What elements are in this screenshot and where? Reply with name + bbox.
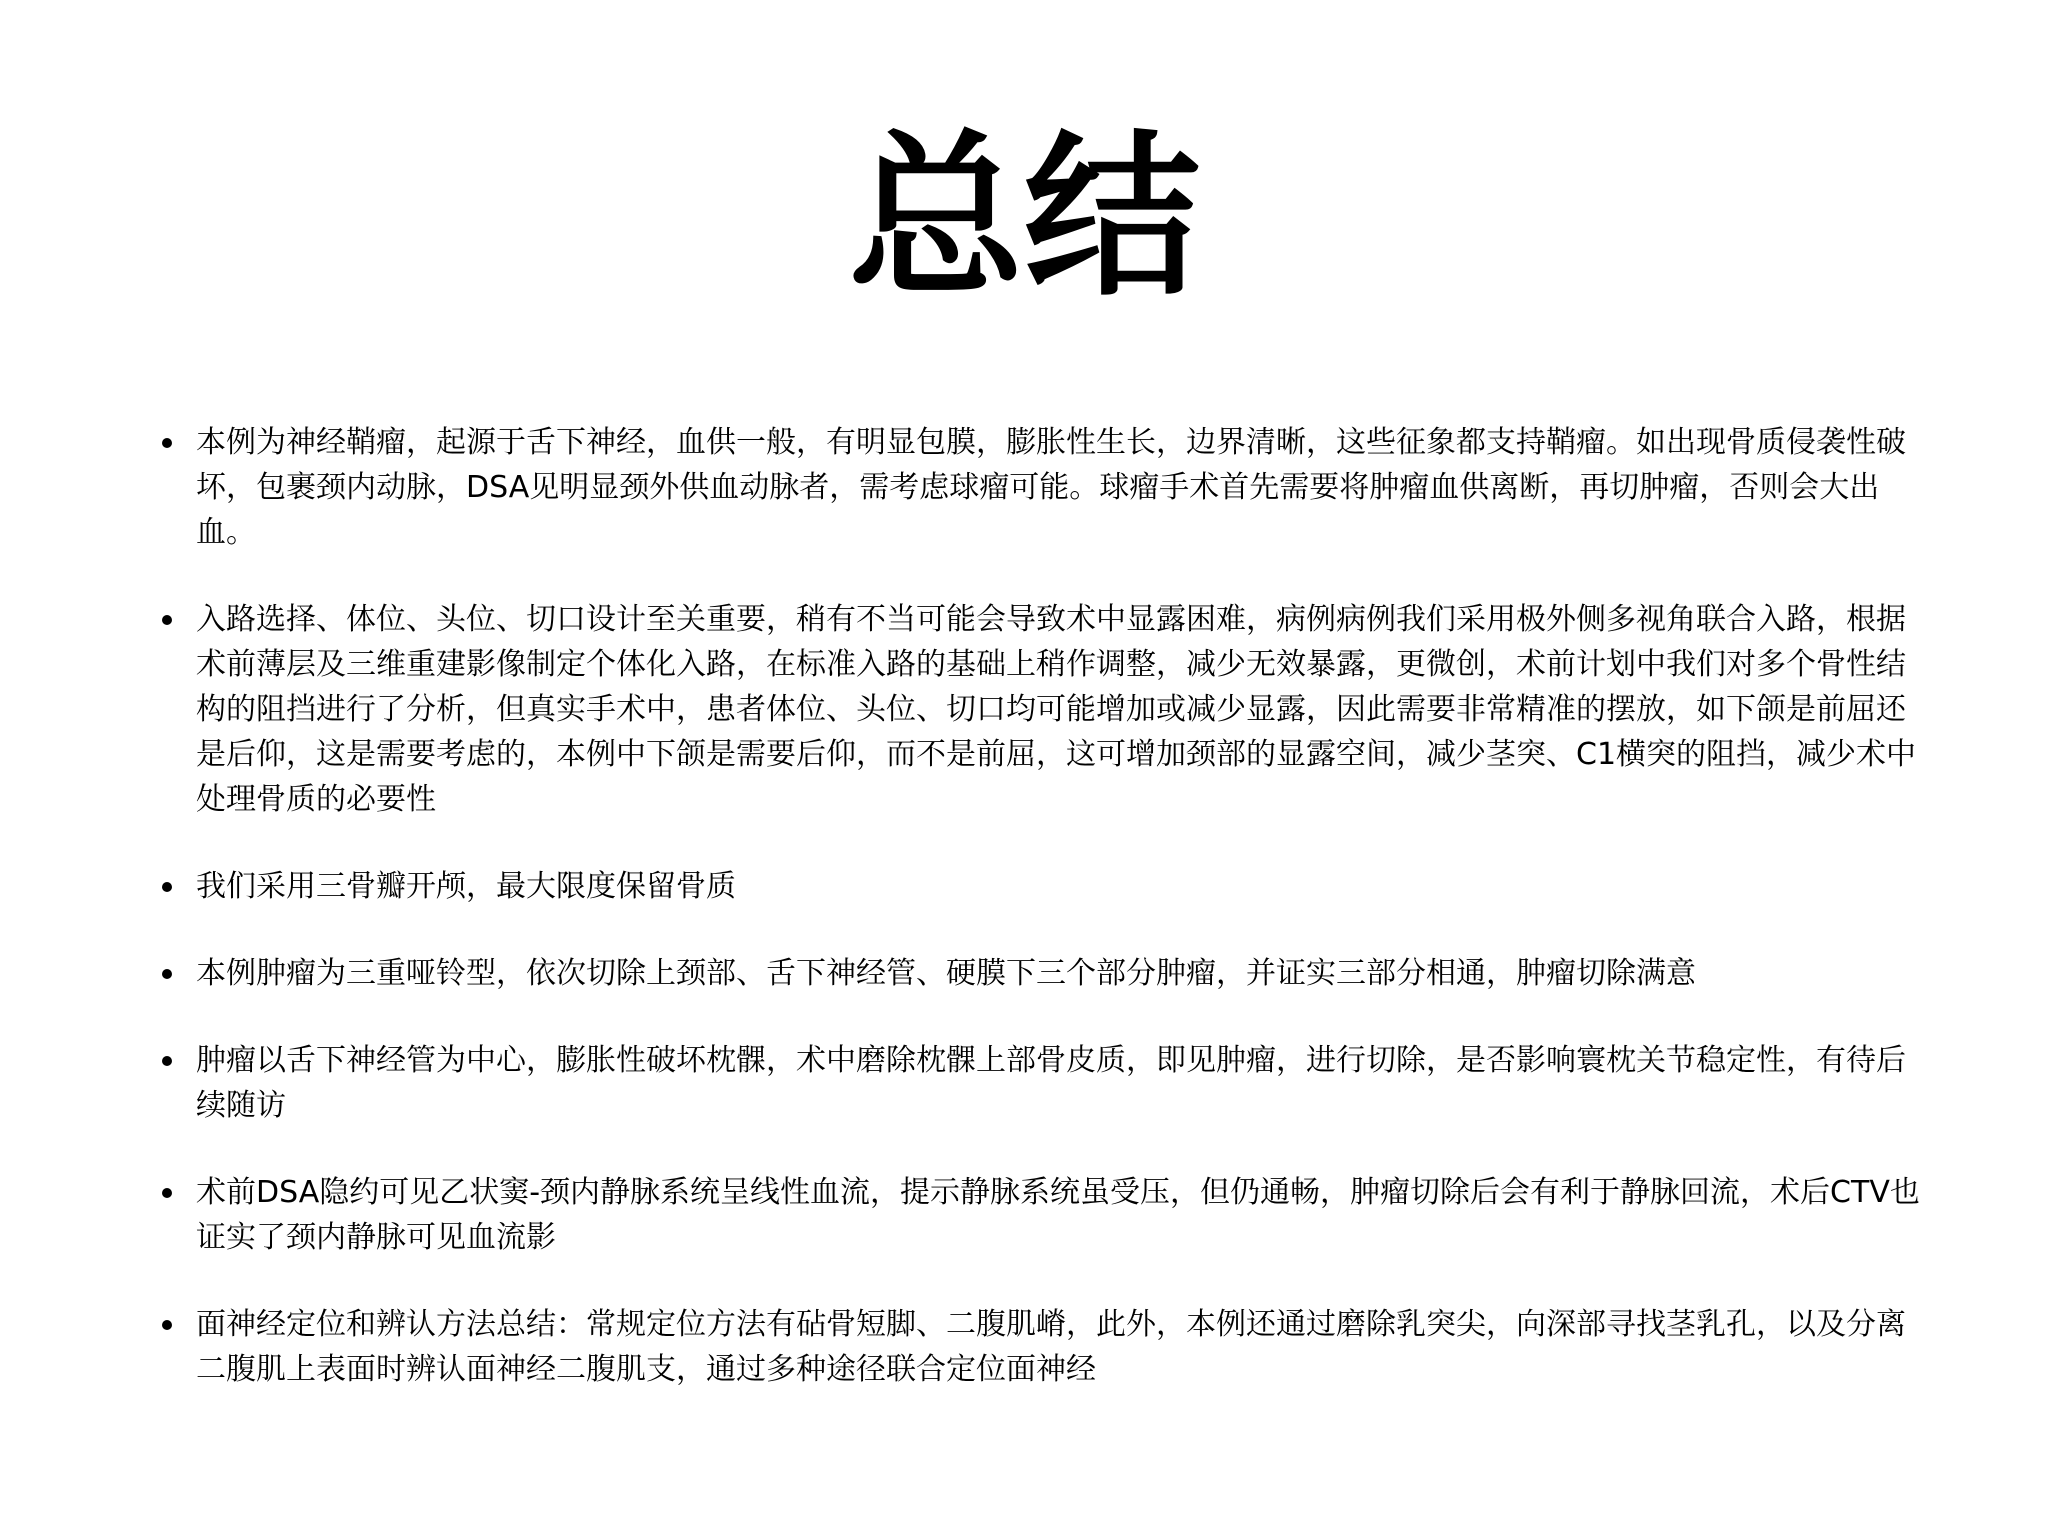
bullet-item <box>160 1038 1930 1128</box>
bullet-item <box>160 951 1930 996</box>
bullet-text: 我们采用三骨瓣开颅，最大限度保留骨质 <box>196 869 736 904</box>
bullet-item <box>160 597 1930 822</box>
bullet-text: 本例为神经鞘瘤，起源于舌下神经，血供一般，有明显包膜，膨胀性生长，边界清晰，这些征象都支持鞘瘤。如出现骨质侵袭性破坏，包裹颈内动脉，DSA见明显颈外供血动脉者，需考虑球瘤可能。球瘤手术首先需要将肿瘤血供离断，再切肿瘤，否则会大出血。 <box>196 425 1906 550</box>
bullet-dot-icon <box>162 1056 172 1066</box>
bullet-item <box>160 420 1930 555</box>
bullet-dot-icon <box>162 615 172 625</box>
bullet-dot-icon <box>162 1188 172 1198</box>
bullet-text: 术前DSA隐约可见乙状窦-颈内静脉系统呈线性血流，提示静脉系统虽受压，但仍通畅，肿瘤切除后会有利于静脉回流，术后CTV也证实了颈内静脉可见血流影 <box>196 1175 1920 1255</box>
bullet-text: 本例肿瘤为三重哑铃型，依次切除上颈部、舌下神经管、硬膜下三个部分肿瘤，并证实三部分相通，肿瘤切除满意 <box>196 956 1696 991</box>
bullet-item <box>160 864 1930 909</box>
bullet-text: 肿瘤以舌下神经管为中心，膨胀性破坏枕髁，术中磨除枕髁上部骨皮质，即见肿瘤，进行切除，是否影响寰枕关节稳定性，有待后续随访 <box>196 1043 1906 1123</box>
bullet-list <box>160 420 1930 1434</box>
bullet-dot-icon <box>162 969 172 979</box>
bullet-dot-icon <box>162 1320 172 1330</box>
bullet-text: 入路选择、体位、头位、切口设计至关重要，稍有不当可能会导致术中显露困难，病例病例我们采用极外侧多视角联合入路，根据术前薄层及三维重建影像制定个体化入路，在标准入路的基础上稍作调整，减少无效暴露，更微创，术前计划中我们对多个骨性结构的阻挡进行了分析，但真实手术中，患者体位、头位、切口均可能增加或减少显露，因此需要非常精准的摆放，如下颌是前屈还是后仰，这是需要考虑的，本例中下颌是需要后仰，而不是前屈，这可增加颈部的显露空间，减少茎突、C1横突的阻挡，减少术中处理骨质的必要性 <box>196 602 1917 817</box>
slide-title: 总结 <box>847 115 1200 320</box>
bullet-dot-icon <box>162 882 172 892</box>
bullet-text: 面神经定位和辨认方法总结：常规定位方法有砧骨短脚、二腹肌嵴，此外，本例还通过磨除乳突尖，向深部寻找茎乳孔，以及分离二腹肌上表面时辨认面神经二腹肌支，通过多种途径联合定位面神经 <box>196 1307 1906 1387</box>
bullet-item <box>160 1170 1930 1260</box>
bullet-item <box>160 1302 1930 1392</box>
bullet-dot-icon <box>162 438 172 448</box>
